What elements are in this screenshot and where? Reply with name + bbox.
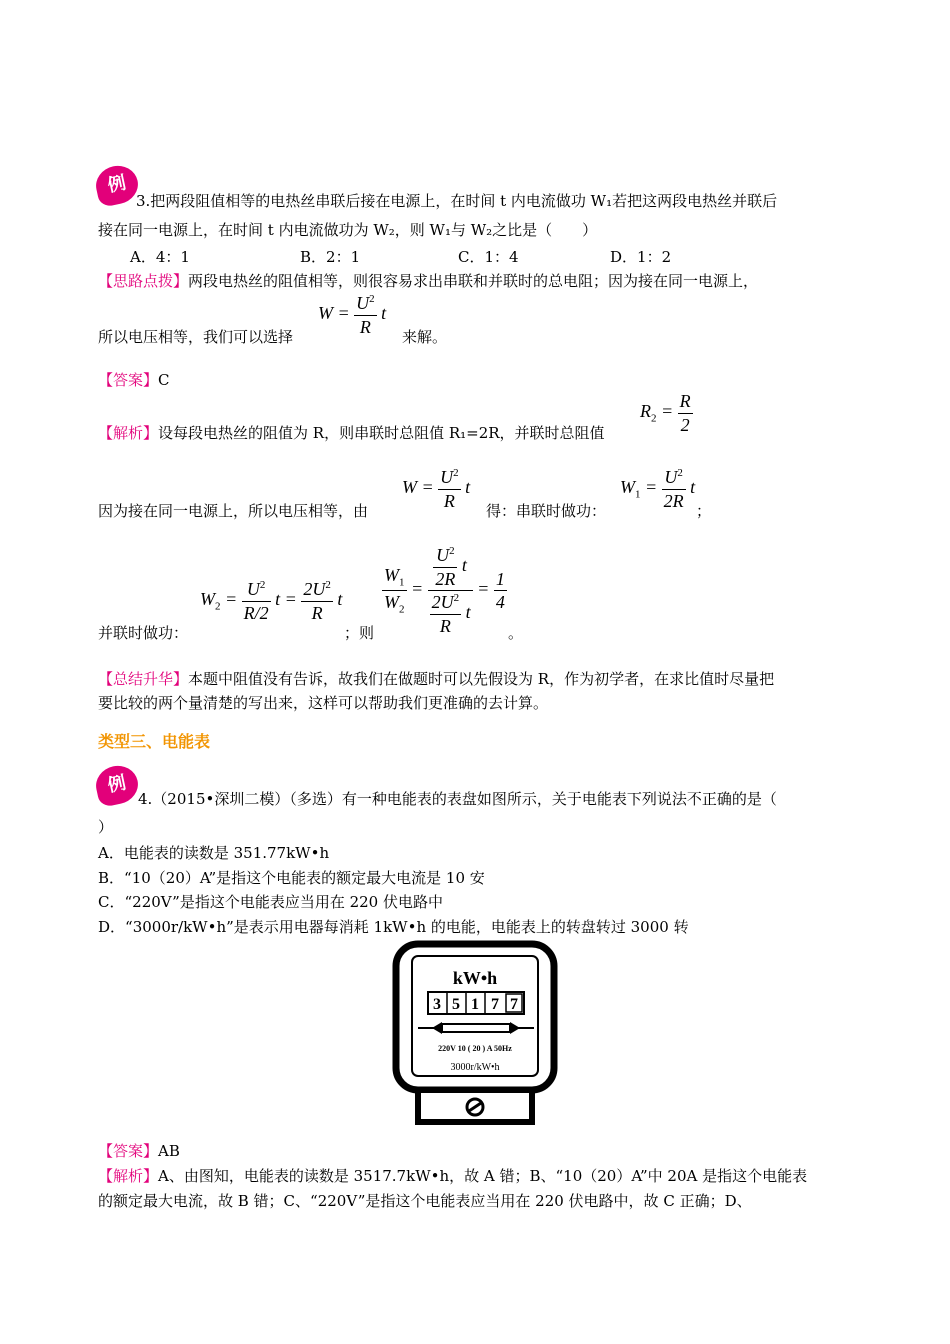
meter-digits xyxy=(428,992,524,1014)
q3-analysis-line3-c: 。 xyxy=(508,624,524,642)
q3-analysis-line2-b: 得：串联时做功： xyxy=(486,502,607,520)
q3-option-c: C．1：4 xyxy=(458,248,519,266)
meter-digit-2: 5 xyxy=(452,996,460,1013)
q4-analysis-line1 xyxy=(98,1167,807,1186)
q4-line2: ） xyxy=(98,818,114,836)
q3-analysis-line2-a: 因为接在同一电源上，所以电压相等，由 xyxy=(98,502,369,520)
q4-option-a: A．电能表的读数是 351.77kW•h xyxy=(98,844,330,862)
electricity-meter-figure xyxy=(392,940,558,1126)
q4-line1: 4.（2015•深圳二模）（多选）有一种电能表的表盘如图所示，关于电能表下列说法不正确的是（ xyxy=(138,790,777,808)
summary-tag: 【总结升华】 xyxy=(98,670,189,688)
q4-option-d: D．“3000r/kW•h”是表示用电器每消耗 1kW•h 的电能，电能表上的转盘转过 3000 转 xyxy=(98,918,689,936)
q4-analysis-tag: 【解析】 xyxy=(98,1167,159,1185)
formula-w-u2-r-t-2: W = $\frac{U^2}{R}$ t xyxy=(402,467,471,511)
meter-rating: 220V 10 ( 20 ) A 50Hz xyxy=(438,1044,512,1053)
q3-analysis-line2-c: ； xyxy=(696,502,712,520)
q3-hint-line2-b: 来解。 xyxy=(402,328,448,346)
q3-analysis-line3-a: 并联时做功： xyxy=(98,624,189,642)
hint-tag: 【思路点拨】 xyxy=(98,272,189,290)
q3-analysis-line1 xyxy=(98,424,605,443)
meter-digit-3: 1 xyxy=(471,996,479,1013)
q3-hint-line2-a: 所以电压相等，我们可以选择 xyxy=(98,328,294,346)
q4-analysis-text: A、由图知，电能表的读数是 3517.7kW•h，故 A 错；B、“10（20）A”中 20A 是指这个电能表 xyxy=(158,1167,808,1185)
q3-summary-line2: 要比较的两个量清楚的写出来，这样可以帮助我们更准确的去计算。 xyxy=(98,694,549,712)
answer-text: C xyxy=(158,371,170,389)
example-badge-2: 例 xyxy=(93,762,142,808)
section-title: 类型三、电能表 xyxy=(98,732,211,751)
meter-unit: kW•h xyxy=(452,968,498,988)
q3-line1: 3.把两段阻值相等的电热丝串联后接在电源上，在时间 t 内电流做功 W₁若把这两段电热丝并联后 xyxy=(136,192,778,210)
answer-tag: 【答案】 xyxy=(98,371,159,389)
q4-answer-text: AB xyxy=(158,1142,180,1160)
example-badge: 例 xyxy=(93,162,142,208)
formula-ratio: $\frac{W_1}{W_2}$ = $\frac{U^2}{2R}$ t $\frac{2U^2}{R}$ t = $\frac{1}{4}$ xyxy=(384,545,505,636)
q3-analysis-line3-b: ；则 xyxy=(344,624,375,642)
q3-hint xyxy=(98,272,758,291)
q3-option-a: A．4：1 xyxy=(130,248,190,266)
q3-option-b: B．2：1 xyxy=(300,248,361,266)
q3-option-d: D．1：2 xyxy=(610,248,672,266)
meter-digit-5: 7 xyxy=(510,996,518,1013)
meter-digit-1: 3 xyxy=(433,996,441,1013)
hint-text: 两段电热丝的阻值相等，则很容易求出串联和并联时的总电阻；因为接在同一电源上， xyxy=(188,272,759,290)
summary-text: 本题中阻值没有告诉，故我们在做题时可以先假设为 R，作为初学者，在求比值时尽量把 xyxy=(188,670,775,688)
formula-w1: $W_1$ = $\frac{U^2}{2R}$ t xyxy=(620,467,696,511)
analysis-text: 设每段电热丝的阻值为 R，则串联时总阻值 R₁=2R，并联时总阻值 xyxy=(158,424,605,442)
formula-r2-r-over-2: $R_2$ = $\frac{R}{2}$ xyxy=(640,391,691,435)
q4-answer-tag: 【答案】 xyxy=(98,1142,159,1160)
q3-answer xyxy=(98,371,170,390)
q4-analysis-line2: 的额定最大电流，故 B 错；C、“220V”是指这个电能表应当用在 220 伏电路中，故 C 正确；D、 xyxy=(98,1192,752,1210)
q3-line2: 接在同一电源上，在时间 t 内电流做功为 W₂，则 W₁与 W₂之比是（ ） xyxy=(98,221,598,239)
analysis-tag: 【解析】 xyxy=(98,424,159,442)
meter-rev: 3000r/kW•h xyxy=(450,1062,500,1073)
q4-option-b: B．“10（20）A”是指这个电能表的额定最大电流是 10 安 xyxy=(98,869,485,887)
meter-digit-4: 7 xyxy=(491,996,499,1013)
formula-w-u2-r-t: W = $\frac{U^2}{R}$ t xyxy=(318,293,387,337)
formula-w2: $W_2$ = $\frac{U^2}{R/2}$ t = $\frac{2U^2}{R}$ t xyxy=(200,579,343,623)
q3-summary-line1 xyxy=(98,670,774,689)
q4-option-c: C．“220V”是指这个电能表应当用在 220 伏电路中 xyxy=(98,893,443,911)
q4-answer xyxy=(98,1142,180,1161)
